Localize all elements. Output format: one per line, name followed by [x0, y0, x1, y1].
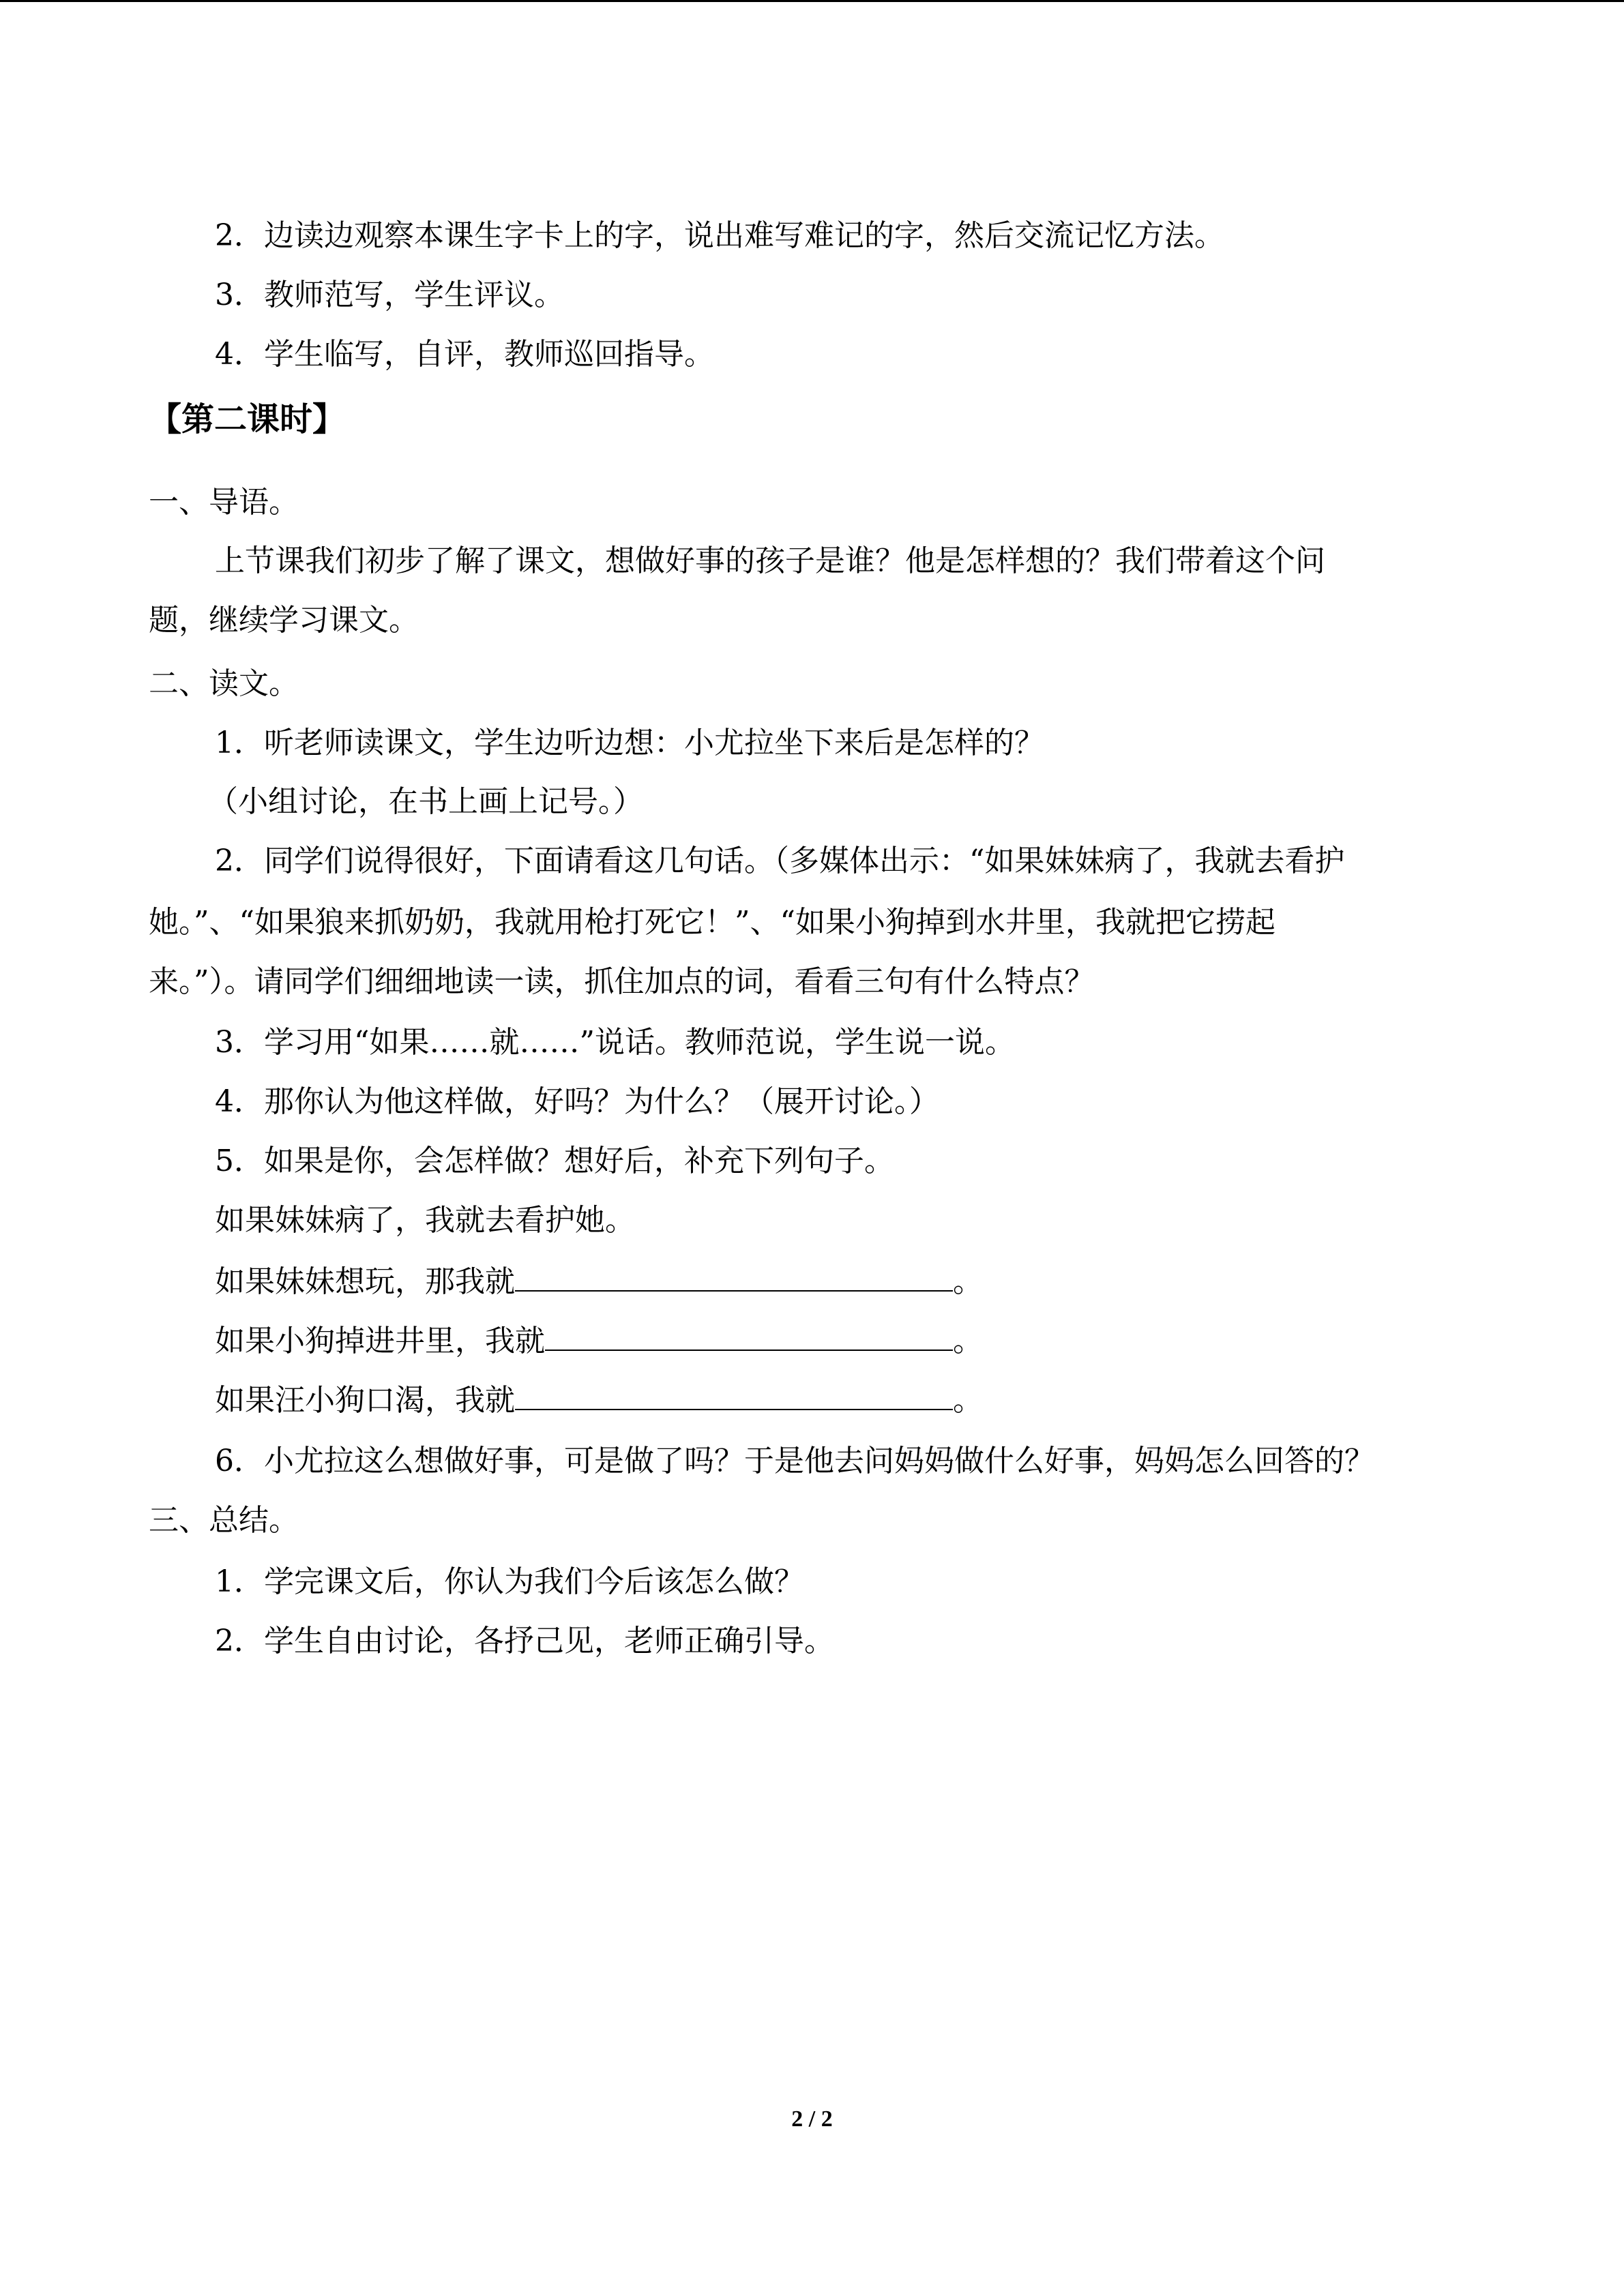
reading-item-1: 1．听老师读课文，学生边听边想：小尤拉坐下来后是怎样的？	[215, 726, 1044, 760]
fill-in-sentence-1-suffix: 。	[953, 1264, 983, 1299]
section-heading-second-lesson: 【第二课时】	[149, 400, 346, 438]
reading-item-6: 6．小尤拉这么想做好事，可是做了吗？于是他去问妈妈做什么好事，妈妈怎么回答的？	[215, 1444, 1374, 1478]
fill-in-sentence-2-prefix: 如果小狗掉进井里，我就	[215, 1324, 545, 1358]
fill-in-sentence-2-suffix: 。	[953, 1324, 983, 1358]
paragraph-step-4: 4．学生临写，自评，教师巡回指导。	[215, 337, 714, 372]
section-title-introduction: 一、导语。	[149, 485, 299, 520]
reading-item-2-line-3: 来。”）。请同学们细细地读一读，抓住加点的词，看看三句有什么特点？	[149, 964, 1095, 999]
fill-in-sentence-2	[215, 1321, 983, 1362]
fill-in-sentence-1	[215, 1262, 983, 1302]
reading-item-1-note: （小组讨论，在书上画上记号。）	[208, 784, 643, 819]
fill-in-blank-1[interactable]	[515, 1263, 953, 1292]
fill-in-blank-3[interactable]	[515, 1382, 953, 1410]
introduction-text-line-1: 上节课我们初步了解了课文，想做好事的孩子是谁？他是怎样想的？我们带着这个问	[215, 543, 1325, 578]
summary-item-2: 2．学生自由讨论，各抒己见，老师正确引导。	[215, 1624, 834, 1658]
section-title-reading: 二、读文。	[149, 666, 299, 701]
introduction-text-line-2: 题，继续学习课文。	[149, 603, 419, 638]
fill-in-sentence-3	[215, 1380, 983, 1421]
reading-item-5: 5．如果是你，会怎样做？想好后，补充下列句子。	[215, 1144, 894, 1178]
fill-in-sentence-3-prefix: 如果汪小狗口渴，我就	[215, 1383, 515, 1418]
reading-item-4: 4．那你认为他这样做，好吗？为什么？（展开讨论。）	[215, 1084, 939, 1119]
page-number: 2 / 2	[791, 2106, 833, 2132]
example-sentence: 如果妹妹病了，我就去看护她。	[215, 1203, 635, 1238]
fill-in-sentence-3-suffix: 。	[953, 1383, 983, 1418]
reading-item-2-line-1: 2．同学们说得很好，下面请看这几句话。（多媒体出示：“如果妹妹病了，我就去看护	[215, 844, 1345, 878]
paragraph-step-3: 3．教师范写，学生评议。	[215, 278, 564, 312]
top-border-line	[0, 0, 1624, 2]
section-title-summary: 三、总结。	[149, 1503, 299, 1538]
fill-in-sentence-1-prefix: 如果妹妹想玩，那我就	[215, 1264, 515, 1299]
reading-item-2-line-2: 她。”、“如果狼来抓奶奶，我就用枪打死它！”、“如果小狗掉到水井里，我就把它捞起	[149, 905, 1275, 940]
fill-in-blank-2[interactable]	[545, 1322, 953, 1351]
reading-item-3: 3．学习用“如果……就……”说话。教师范说，学生说一说。	[215, 1025, 1015, 1060]
summary-item-1: 1．学完课文后，你认为我们今后该怎么做？	[215, 1564, 804, 1599]
paragraph-step-2: 2．边读边观察本课生字卡上的字，说出难写难记的字，然后交流记忆方法。	[215, 218, 1224, 253]
